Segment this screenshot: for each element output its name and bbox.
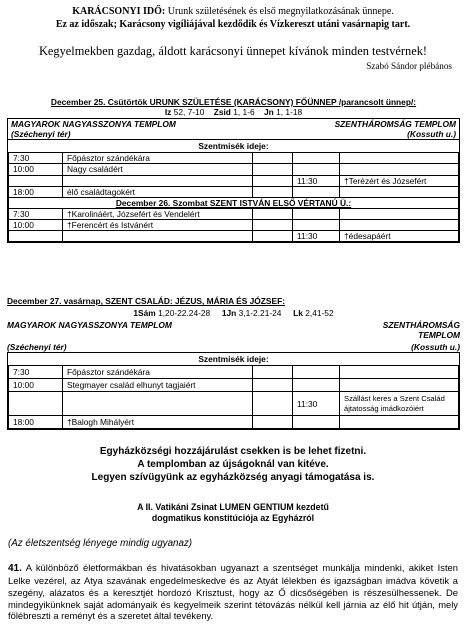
church-right-name-line1: SZENTHÁROMSÁG <box>382 320 460 331</box>
body-paragraph <box>8 562 458 622</box>
intention-cell <box>340 366 459 379</box>
church-right-name-line2: TEMPLOM <box>418 330 460 341</box>
intention-cell: Szállást keres a Szent Család ájtatosság imádkozóiért <box>340 392 459 416</box>
dec27-locations <box>7 342 460 352</box>
time-cell: 18:00 <box>9 186 63 197</box>
time-cell <box>293 416 340 429</box>
table-row <box>9 153 459 164</box>
church-right-location: (Kossuth u.) <box>407 129 456 140</box>
dec27-churches <box>7 320 460 340</box>
table-row <box>9 186 459 197</box>
notice-line: A templomban az újságoknál van kitéve. <box>137 458 329 470</box>
reading-book: Iz <box>164 107 172 118</box>
dec27-mass-box <box>7 352 460 430</box>
table-row <box>9 208 459 219</box>
dec26-heading: December 26. Szombat SZENT ISTVÁN ELSŐ VÉRTANÚ Ü.: <box>9 197 459 208</box>
intention-cell: élő családtagokért <box>63 186 253 197</box>
document-title <box>6 502 460 525</box>
section-dec25 <box>7 97 460 243</box>
notice-line: Legyen szívügyünk az egyházközség anyagi támogatása is. <box>91 471 375 483</box>
intention-cell: Stegmayer család elhunyt tagjaiért <box>63 379 253 392</box>
reading-book: 1Jn <box>221 308 237 319</box>
time-cell: 11:30 <box>293 175 340 186</box>
time-cell <box>293 208 340 219</box>
time-cell: 11:30 <box>293 230 340 241</box>
church-left-location: (Széchenyi tér) <box>11 129 71 140</box>
reading-ref: 52, 7-10 <box>173 107 205 118</box>
dec25-locations <box>8 129 459 139</box>
empty-cell <box>253 219 293 230</box>
empty-cell <box>253 208 293 219</box>
reading-ref: 1, 1-18 <box>276 107 303 118</box>
intention-cell: Főpásztor szándékára <box>63 153 253 164</box>
church-left-location: (Széchenyi tér) <box>7 342 67 353</box>
empty-cell <box>253 153 293 164</box>
table-row <box>9 366 459 379</box>
intention-cell: †Balogh Mihályért <box>63 416 253 429</box>
season-period: Ez az időszak; Karácsony vigíliájával kezdődik és Vízkereszt utáni vasárnapig tart. <box>55 19 411 30</box>
church-left-name: MAGYAROK NAGYASSZONYA TEMPLOM <box>7 320 172 331</box>
church-right-name <box>383 320 460 340</box>
season-name: KARÁCSONYI IDŐ: <box>72 6 166 17</box>
intention-cell: †édesapáért <box>340 230 459 241</box>
intention-cell: †Ferencért és Istvánért <box>63 219 253 230</box>
empty-cell <box>253 416 293 429</box>
church-right-location: (Kossuth u.) <box>411 342 460 353</box>
empty-cell <box>253 230 293 241</box>
empty-cell <box>253 186 293 197</box>
reading-ref: 3,1-2.21-24 <box>238 308 282 319</box>
dec27-heading: December 27. vasárnap, SZENT CSALÁD: JÉZUS, MÁRIA ÉS JÓZSEF: <box>7 296 285 306</box>
season-intro <box>6 6 460 18</box>
intention-cell: Nagy családért <box>63 164 253 175</box>
time-cell: 7:30 <box>9 208 63 219</box>
section-subtitle: (Az életszentség lényege mindig ugyanaz) <box>8 538 193 549</box>
table-row <box>9 219 459 230</box>
section-dec27 <box>7 296 460 430</box>
time-cell <box>293 219 340 230</box>
reading-book: 1Sám <box>133 308 156 319</box>
intention-cell: †Karolináért, Józsefért és Vendelért <box>63 208 253 219</box>
time-cell: 10:00 <box>9 219 63 230</box>
time-cell: 7:30 <box>9 366 63 379</box>
donation-notice <box>6 446 460 484</box>
reading-ref: 1,20-22.24-28 <box>158 308 211 319</box>
intention-cell <box>340 208 459 219</box>
time-cell <box>293 153 340 164</box>
notice-line: Egyházközségi hozzájárulást csekken is be lehet fizetni. <box>99 446 367 457</box>
dec25-churches <box>8 119 459 129</box>
church-right-name: SZENTHÁROMSÁG TEMPLOM <box>334 119 456 130</box>
empty-cell <box>253 175 293 186</box>
intention-cell <box>340 164 459 175</box>
bulletin-header <box>6 6 460 72</box>
reading-book: Zsid <box>213 107 231 118</box>
time-cell <box>9 175 63 186</box>
intention-cell: †Terézért és Józsefért <box>340 175 459 186</box>
reading-ref: 2,41-52 <box>305 308 334 319</box>
time-cell <box>293 164 340 175</box>
empty-cell <box>253 379 293 392</box>
intention-cell <box>340 379 459 392</box>
time-cell: 11:30 <box>293 392 340 416</box>
dec25-mass-table <box>8 152 459 242</box>
intention-cell <box>63 175 253 186</box>
table-row <box>9 416 459 429</box>
paragraph-number: 41. <box>8 563 22 574</box>
time-cell: 18:00 <box>9 416 63 429</box>
church-left-name: MAGYAROK NAGYASSZONYA TEMPLOM <box>11 119 176 130</box>
dec27-mass-table <box>8 365 459 429</box>
reading-book: Lk <box>293 308 303 319</box>
time-cell: 7:30 <box>9 153 63 164</box>
time-cell <box>293 186 340 197</box>
season-description: Urunk születésének és első megnyilatkozásának ünnepe. <box>165 6 394 17</box>
mass-times-header: Szentmisék ideje: <box>8 139 459 152</box>
dec25-mass-box <box>7 118 460 243</box>
intention-cell <box>340 416 459 429</box>
empty-cell <box>253 164 293 175</box>
time-cell <box>293 366 340 379</box>
intention-cell <box>63 392 253 416</box>
mass-times-header: Szentmisék ideje: <box>198 354 269 365</box>
dec25-heading: December 25. Csütörtök URUNK SZÜLETÉSE (KARÁCSONY) FŐÜNNEP /parancsolt ünnep/: <box>50 97 417 107</box>
dec27-readings <box>7 308 460 318</box>
empty-cell <box>253 392 293 416</box>
time-cell: 10:00 <box>9 164 63 175</box>
intention-cell <box>340 186 459 197</box>
dec25-readings <box>7 107 460 117</box>
document-title-line: A II. Vatikáni Zsinat LUMEN GENTIUM kezdetű <box>137 502 329 512</box>
intention-cell <box>340 153 459 164</box>
intention-cell: Főpásztor szándékára <box>63 366 253 379</box>
table-row <box>9 175 459 186</box>
intention-cell <box>63 230 253 241</box>
reading-book: Jn <box>263 107 274 118</box>
time-cell <box>293 379 340 392</box>
time-cell <box>9 230 63 241</box>
table-row <box>9 230 459 241</box>
intention-cell <box>340 219 459 230</box>
table-row <box>9 164 459 175</box>
table-row <box>9 379 459 392</box>
paragraph-text: A különböző életformákban és hivatásokban ugyanazt a szentséget munkálja mindenki, akiket Isten Lelke vezérel, az Atya szavának engedelmeskedve és az Atyát lélekben és igazságban imádva követik a szegény, alázatos és a keresztjét hordozó Krisztust, hogy az Ő dicsőségében is részesülhessenek. De mindegyikünknek saját adományaik és kegyelmeik szerint tétovázás nélkül kell járnia az élő hit útján, mely fölébreszti a reményt és a szeretet által tevékeny. <box>8 562 458 622</box>
time-cell <box>9 392 63 416</box>
reading-ref: 1, 1-6 <box>233 107 255 118</box>
table-row <box>9 392 459 416</box>
pastor-signature: Szabó Sándor plébános <box>366 60 452 71</box>
christmas-greeting: Kegyelmekben gazdag, áldott karácsonyi ünnepet kívánok minden testvérnek! <box>38 44 428 58</box>
time-cell: 10:00 <box>9 379 63 392</box>
document-title-line: dogmatikus konstitúciója az Egyházról <box>151 513 315 524</box>
table-row <box>9 197 459 208</box>
empty-cell <box>253 366 293 379</box>
